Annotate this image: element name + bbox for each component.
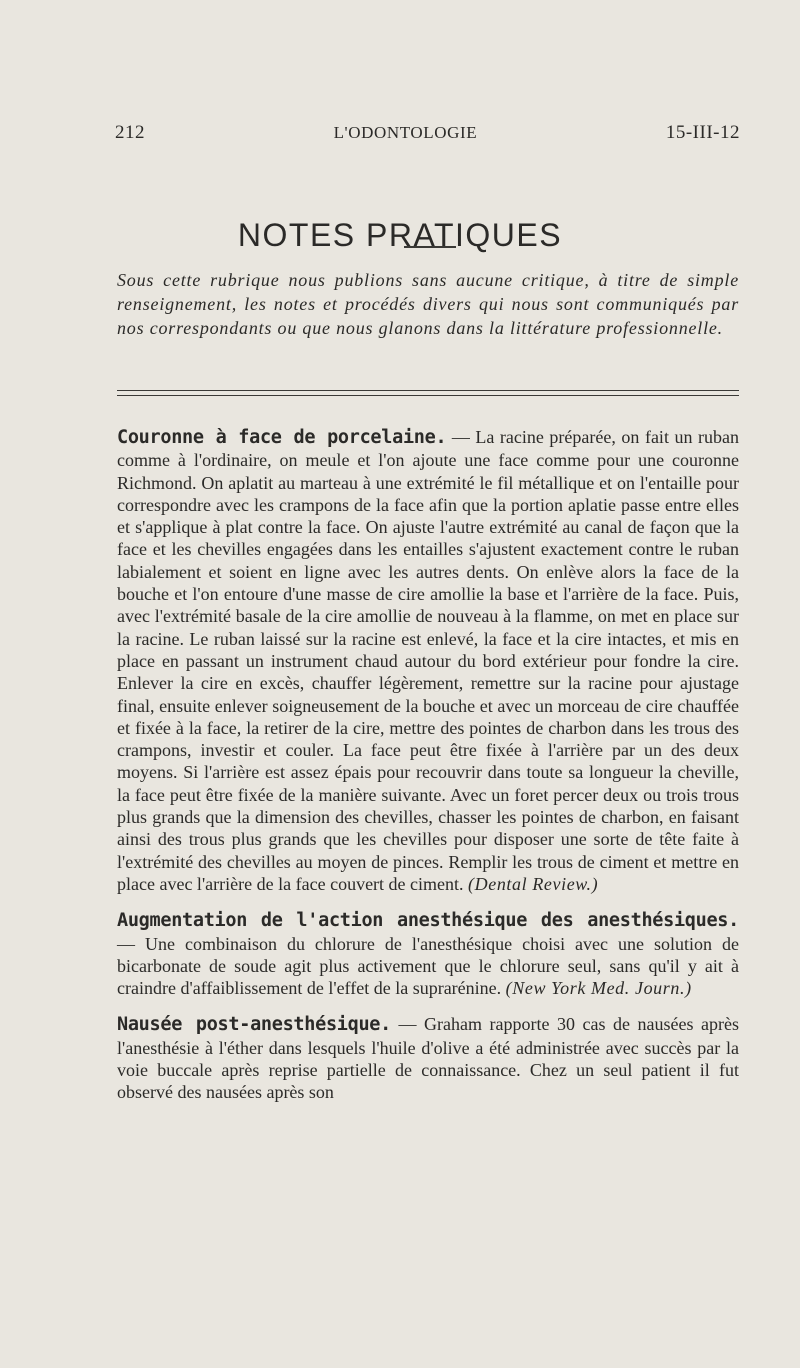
journal-title: L'ODONTOLOGIE	[333, 123, 478, 142]
section-title: NOTES PRATIQUES	[237, 217, 563, 254]
note-reference: (Dental Review.)	[468, 873, 599, 894]
issue-date: 15-III-12	[665, 122, 740, 143]
note-text: — Graham rapporte 30 cas de nausées après l'anesthésie à l'éther dans lesquels l'huile d'olive a été administrée avec succès par la voie buccale après reprise partielle de connaissance. Chez un seul patient il fut observé des nausées après son	[117, 1014, 740, 1103]
note-heading: Couronne à face de porcelaine.	[117, 427, 447, 448]
running-header	[115, 122, 740, 144]
title-underline	[404, 246, 456, 248]
note-text: — Une combinaison du chlorure de l'anesthésique choisi avec une solution de bicarbonate de soude agit plus activement que le chlorure seul, sans qu'il y ait à craindre d'affaiblissement de l'effet de la suprarénine.	[117, 933, 739, 999]
note-text: — La racine préparée, on fait un ruban comme à l'ordinaire, on meule et l'on ajoute une face comme pour une couronne Richmond. On aplatit au marteau à une extrémité le fil métallique et on l'entaille pour correspondre avec les crampons de la face afin que la portion aplatie passe entre elles et s'applique à plat contre la face. On ajuste l'autre extrémité au canal de façon que la face et les chevilles engagées dans les entailles s'ajustent exactement contre le ruban labialement et soient en ligne avec les autres dents. On enlève alors la face de la bouche et l'on entoure d'une masse de cire amollie la base et l'arrière de la face. Puis, avec l'extrémité basale de la cire amollie de nouveau à la flamme, on met en place sur la racine. Le ruban laissé sur la racine est enlevé, la face et la cire intactes, et mis en place en passant un instrument chaud autour du bord extérieur pour fondre la cire. Enlever la cire en excès, chauffer légèrement, remettre sur la racine pour ajustage final, ensuite enlever soigneusement de la bouche et avec un morceau de cire chauffée et fixée à la face, la retirer de la cire, mettre des pointes de charbon dans les trous des crampons, investir et couler. La face peut être fixée à l'arrière par un des deux moyens. Si l'arrière est assez épais pour recouvrir dans toute sa longueur la cheville, la face peut être fixée de la manière suivante. Avec un foret percer deux ou trois trous plus grands que la dimension des chevilles, chasser les pointes de charbon, en faisant ainsi des trous plus grands que les chevilles pour disposer une sorte de tête faite à l'extrémité des chevilles au moyen de pinces. Remplir les trous de ciment et mettre en place avec l'arrière de la face couvert de ciment.	[117, 427, 740, 894]
note-anesthetic-action	[117, 909, 739, 999]
note-reference: (New York Med. Journ.)	[505, 978, 692, 999]
article-body	[117, 426, 739, 1118]
page-number: 212	[115, 122, 145, 143]
double-rule-divider	[117, 390, 739, 396]
note-porcelain-crown	[117, 426, 739, 895]
intro-paragraph: Sous cette rubrique nous publions sans aucune critique, à titre de simple renseignement, les notes et procédés divers qui nous sont communiqués par nos correspondants ou que nous glanons dans la littérature professionnelle.	[117, 270, 739, 338]
note-heading: Nausée post-anesthésique.	[117, 1014, 391, 1036]
note-heading: Augmentation de l'action anesthésique des anesthésiques.	[117, 910, 739, 932]
note-post-anesthetic-nausea	[117, 1013, 739, 1103]
